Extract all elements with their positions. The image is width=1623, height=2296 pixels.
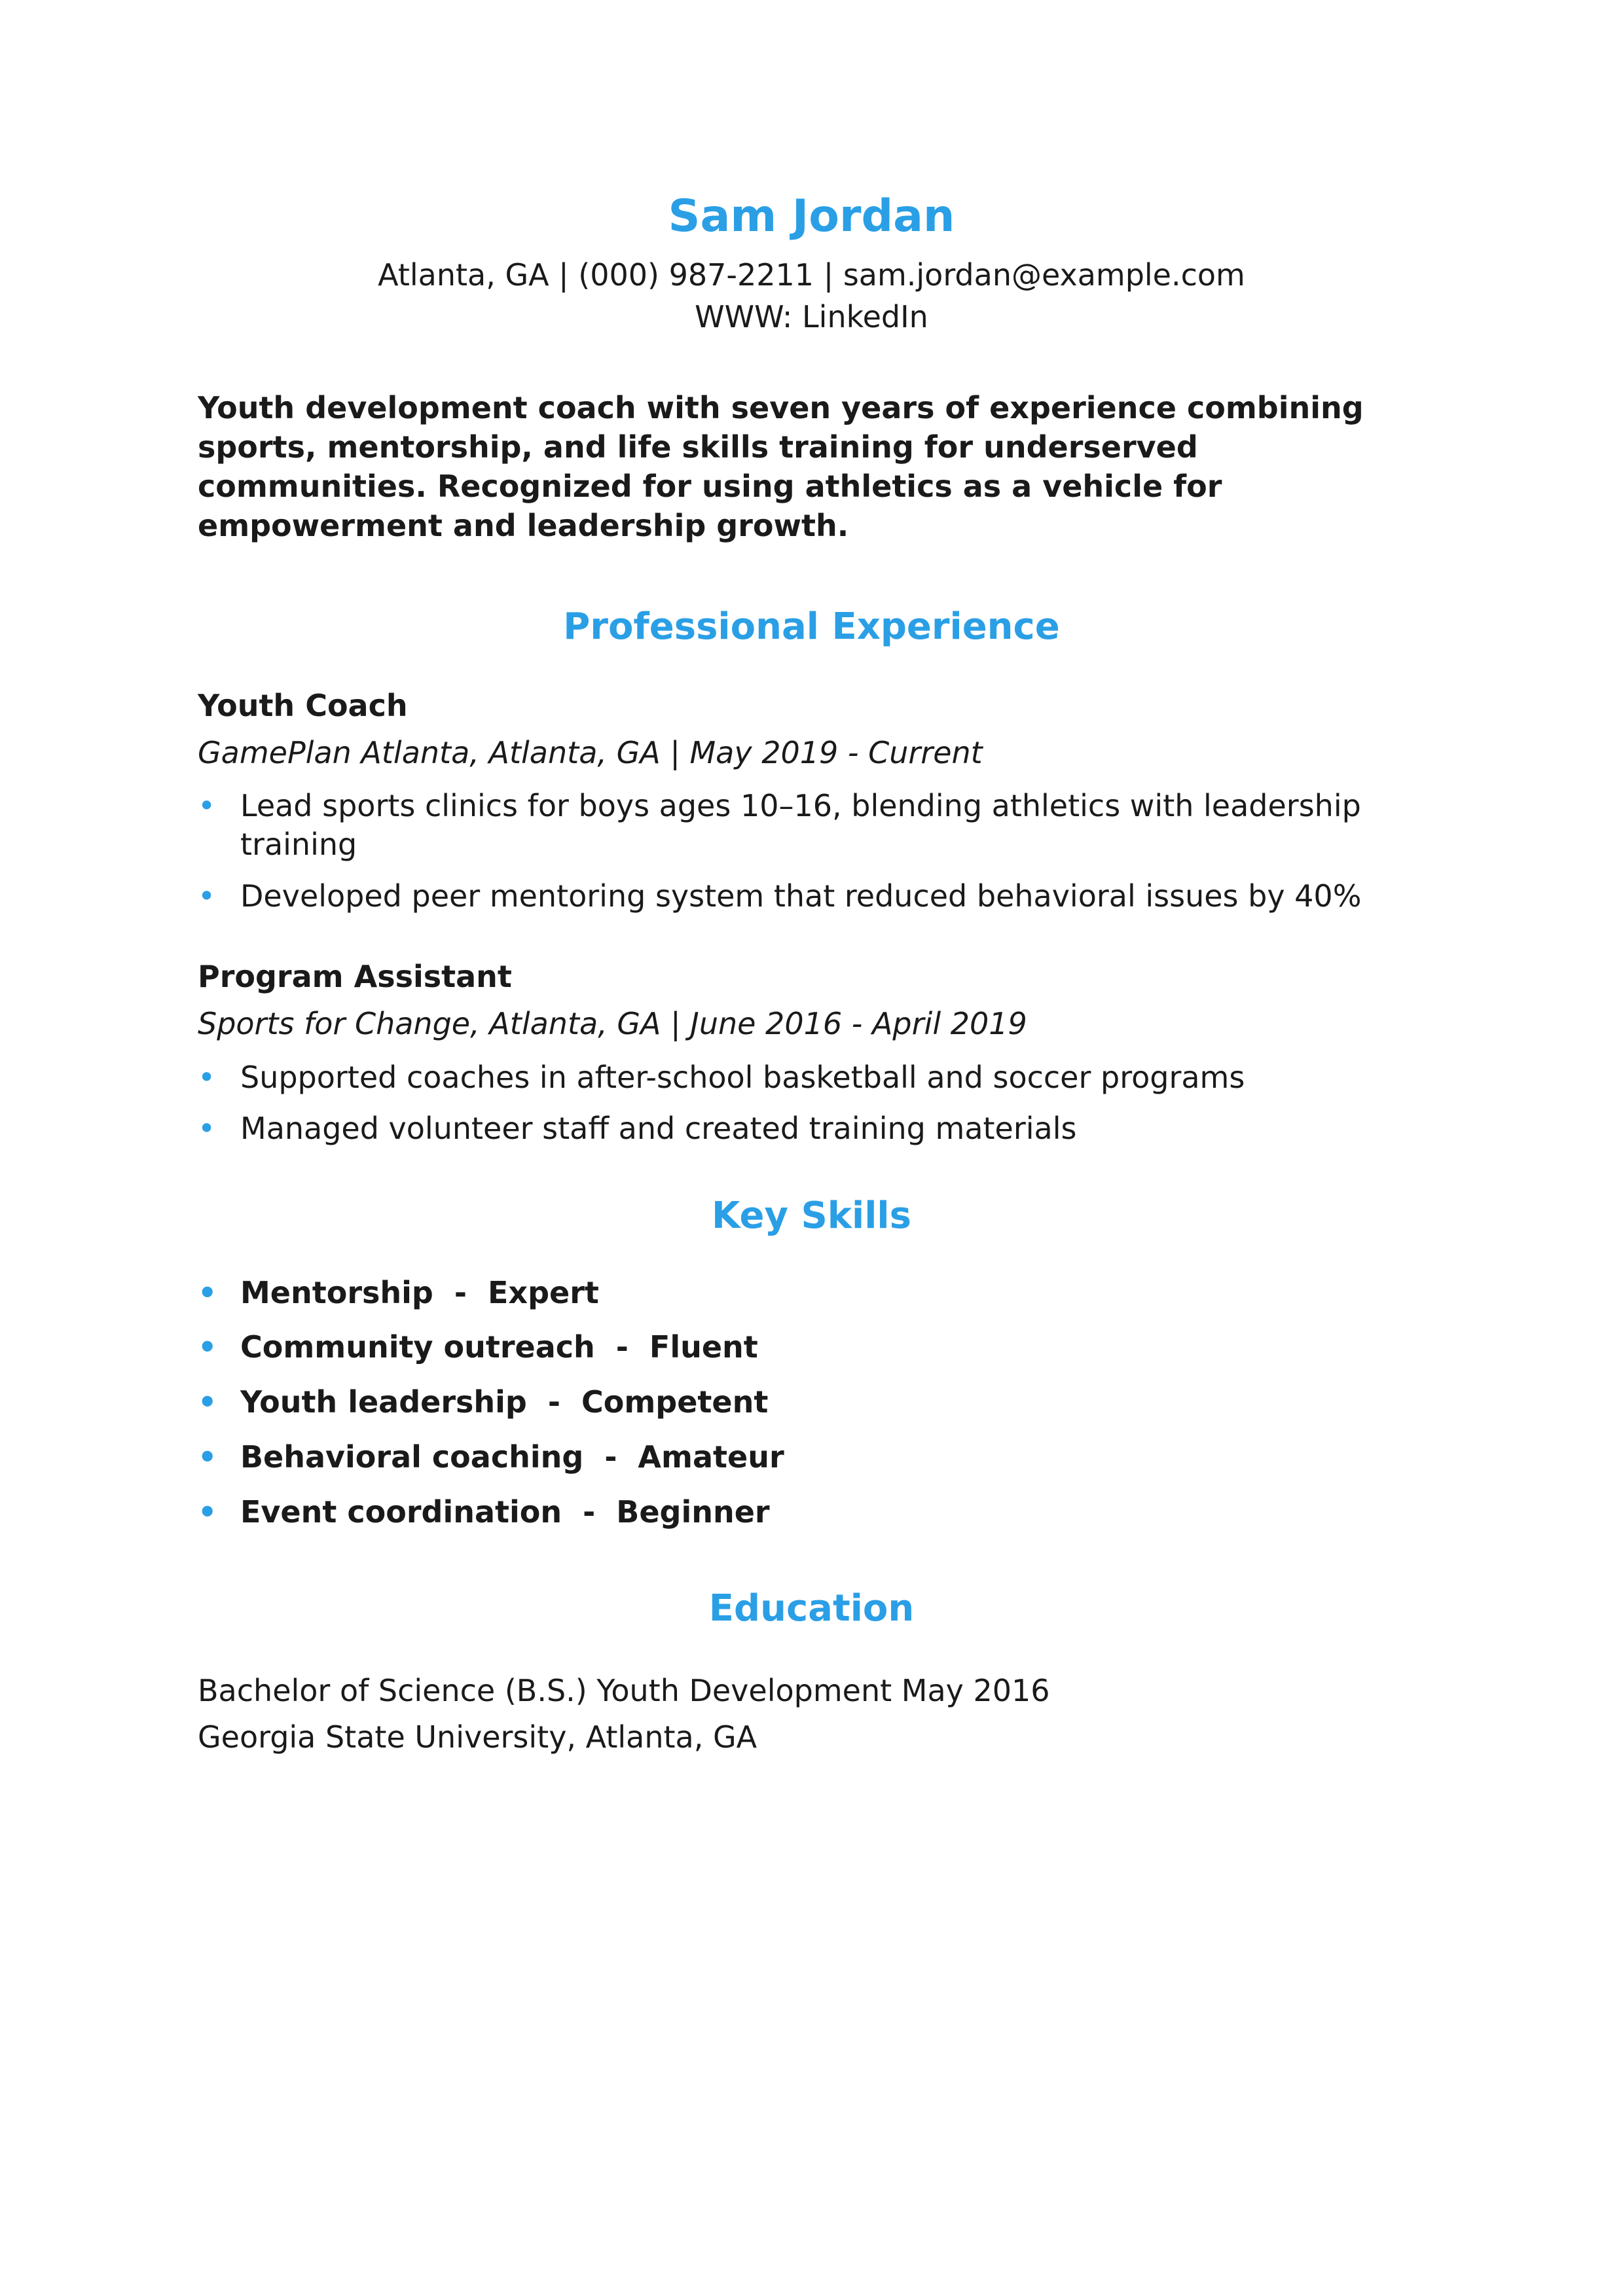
candidate-name: Sam Jordan <box>668 190 955 242</box>
skill-text: Youth leadership - Competent <box>240 1384 769 1420</box>
job-bullet-text: Supported coaches in after-school basketball and soccer programs <box>240 1059 1245 1095</box>
professional-summary: Youth development coach with seven years of experience combining sports, mentorship, and life skills training for underserved communities. Recognized for using athletics as a vehicle for empowerment and leadership growth. <box>198 390 1364 543</box>
job-title: Youth Coach <box>198 687 408 723</box>
skill-text: Community outreach - Fluent <box>240 1329 758 1365</box>
section-title-skills: Key Skills <box>712 1194 911 1238</box>
job-entry <box>198 687 1425 916</box>
job-employer-dates: Sports for Change, Atlanta, GA | June 2016 - April 2019 <box>198 1005 1027 1041</box>
section-title-experience: Professional Experience <box>563 605 1060 648</box>
skill-text: Event coordination - Beginner <box>240 1494 770 1530</box>
job-bullet <box>198 877 1425 916</box>
job-bullet-text: Managed volunteer staff and created training materials <box>240 1111 1077 1147</box>
bullet-icon: • <box>198 1111 216 1147</box>
bullet-icon: • <box>198 1059 216 1095</box>
bullet-icon: • <box>198 878 216 914</box>
job-bullet-text: Lead sports clinics for boys ages 10–16, blending athletics with leadership training <box>240 788 1361 863</box>
bullet-icon: • <box>198 1384 217 1420</box>
bullet-icon: • <box>198 1274 217 1310</box>
job-employer-dates: GamePlan Atlanta, Atlanta, GA | May 2019 - Current <box>198 734 983 770</box>
website-line: WWW: LinkedIn <box>695 298 928 334</box>
bullet-icon: • <box>198 788 216 824</box>
education-entry <box>198 1668 1425 1761</box>
skill-item <box>198 1383 1425 1422</box>
job-bullet <box>198 1109 1425 1148</box>
job-bullet <box>198 787 1425 864</box>
job-title: Program Assistant <box>198 958 512 994</box>
skill-text: Behavioral coaching - Amateur <box>240 1439 784 1475</box>
section-title-education: Education <box>708 1587 915 1630</box>
skill-item <box>198 1493 1425 1532</box>
bullet-icon: • <box>198 1494 217 1530</box>
job-entry <box>198 958 1425 1148</box>
skill-item <box>198 1328 1425 1367</box>
bullet-icon: • <box>198 1329 217 1365</box>
bullet-icon: • <box>198 1439 217 1475</box>
contact-info: Atlanta, GA | (000) 987-2211 | sam.jordan@example.com <box>378 257 1245 293</box>
skill-item <box>198 1274 1425 1313</box>
resume-page <box>198 190 1425 1761</box>
job-bullet-list <box>198 787 1425 916</box>
job-bullet-list <box>198 1058 1425 1149</box>
skill-item <box>198 1438 1425 1477</box>
job-bullet-text: Developed peer mentoring system that reduced behavioral issues by 40% <box>240 878 1362 914</box>
education-school: Georgia State University, Atlanta, GA <box>198 1719 757 1755</box>
skills-list <box>198 1274 1425 1532</box>
skill-text: Mentorship - Expert <box>240 1274 599 1310</box>
job-bullet <box>198 1058 1425 1097</box>
education-degree: Bachelor of Science (B.S.) Youth Development May 2016 <box>198 1672 1050 1708</box>
